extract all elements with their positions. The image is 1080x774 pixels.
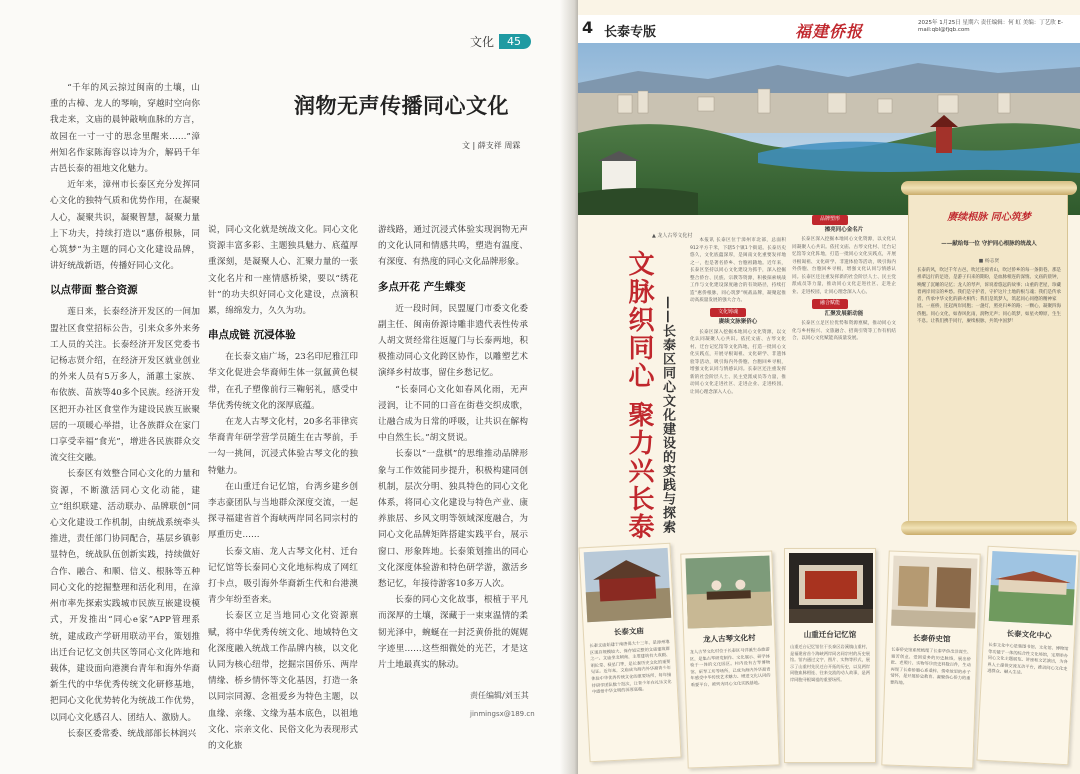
landmark-card xyxy=(976,546,1079,766)
page-number-badge: 45 xyxy=(499,34,531,49)
subsection-tag: 品牌塑形 xyxy=(812,215,848,225)
paragraph: 在山重迁台记忆馆，台湾乡建乡创李志豪团队与当地群众深度交流，一起探寻福建省首个海峡两岸同名同宗村的厚重历史…… xyxy=(208,481,358,541)
card-title: 山重迁台记忆馆 xyxy=(803,630,857,639)
section-label: 文化 xyxy=(470,35,495,49)
card-text: 长泰文庙始建于南唐保大十三年，是漳州地区现存规模较大、保存较完整的文庙建筑群之一。文庙坐北朝南，主要建筑有大成殿、明伦堂、棂星门等，是长泰历史文化的重要见证。近年来，文庙成为海内外华裔青少年体验中华优秀传统文化的重要场所，每年接待研学团队数十批次，让青少年在礼乐文化中感悟中华文明的深厚底蕴。 xyxy=(589,638,672,695)
text-column-3 xyxy=(378,222,528,671)
landmark-card xyxy=(680,550,779,768)
scroll-roller-top xyxy=(901,181,1077,195)
section-heading: 以点带面 整合资源 xyxy=(50,284,138,297)
photo-caption: ▲ 龙人古琴文化村 xyxy=(652,233,693,239)
card-text: 长泰侨史馆系统梳理了长泰华侨出洋谋生、艰苦创业、爱国爱乡的历史脉络，展出侨批、老照片、实物等珍贵史料数百件，生动再现了长泰侨胞心系桑梓、情牵故里的赤子情怀，是开展侨史教育、凝聚侨心侨力的重要阵地。 xyxy=(890,646,972,686)
page-number: 4 xyxy=(582,18,594,37)
feature-text-column-1 xyxy=(690,237,786,523)
paragraph: 莲日来，长泰经济开发区的一间加盟社区食堂招标公告，引来众多外来务工人员的关注。长泰经济开发区党委书记杨志贤介绍，在经济开发区就业创业的外来人员有5万多人，涌蕙土家族、布依族、苗族等40多个民族。经济开发区把开办社区食堂作为建设民族互嵌聚居的一项暖心举措，让各族群众在家门口享受幸福“食光”，增进各民族群众交流交往交融。 xyxy=(50,307,200,464)
paragraph: “千年的风云掠过闽南的土壤，山重的古樟、龙人的琴响，穿越时空向你我走来，文庙的晨钟敲响血脉的方言，故园在一寸一寸的思念里醒来……”漳州知名作家陈海容以诗为介，解码千年古邑长泰的祖地文化魅力。 xyxy=(50,83,200,175)
card-text: 长泰文化中心是集图书馆、文化馆、博物馆等功能于一体的综合性文化场馆，定期举办同心文化主题展览、讲座和文艺演出，为各界人士提供交流互动平台，推动同心文化走进群众、融入生活。 xyxy=(987,641,1069,676)
text-column-1 xyxy=(50,80,200,740)
paragraph: 在长泰文庙广场，23名印尼雅江印华文化促进会华裔师生体一氛氲黄色棂带，在孔子塑像前行三鞠躬礼，感受中华优秀传统文化的深厚底蕴。 xyxy=(208,352,358,411)
subsection-tag: 文化铸魂 xyxy=(710,308,746,318)
paragraph: 长泰区有效整合同心文化的力量和资源，不断激活同心文化动能，建立“组织联建、活动联办、品牌联创”同心文化建设工作机制，由统战系统牵头推进，责任部门协同配合，基层乡镇彰显特色，统战队伍创新实践，持续做好合作、融合、和顺、信义、根脉等五种同心文化的挖掘整理和活化利用，在漳州市率先探索实践城市民族互嵌建设模式，开发推出“同心e家”APP管理系统，建成政产学研用联动平台，策划推出迁台记忆文创共区等同心文化阵地和载体，建设面向港澳台青年和海外华裔新生代的中华优秀传统文化研修基地，把同心文化优势转化为统战工作优势，以同心文化感召人、团结人、激励人。 xyxy=(50,469,200,723)
right-page xyxy=(578,0,1080,774)
paragraph: 长泰区立足区位优势和资源禀赋，推动同心文化与乡村振兴、文旅融合、招商引资等工作有机结合，以同心文化赋能高质量发展。 xyxy=(792,321,896,341)
article-title: 润物无声传播同心文化 xyxy=(294,94,509,118)
feature-subtitle: ——长泰区同心文化建设的实践与探索 xyxy=(660,296,675,534)
paragraph: 长泰区深入挖掘本地同心文化资源，以文化认同凝聚人心共识。依托文庙、古琴文化村、迁台记忆馆等文化阵地，打造一批同心文化实践点，开展寻根谒祖、文化研学、非遗体验等活动，吸引海内外侨胞、台胞回乡寻根，增强文化认同与情感认同。长泰区还注重发挥新的社会阶层人士、民主党派成员等力量，推动同心文化走进社区、走进企业、走进校园，让同心理念深入人心。 xyxy=(792,237,896,295)
landmark-photo xyxy=(989,551,1077,625)
paragraph: 游线路，通过沉浸式体验实现润物无声的文化认同和情感共鸣，塑造有温度、有深度、有热度的同心文化品牌形象。 xyxy=(378,225,528,268)
landmark-photo xyxy=(891,556,977,629)
poem-scroll xyxy=(908,190,1068,526)
subsection-title: 擦亮同心金名片 xyxy=(824,226,864,233)
paragraph: 长泰区立足当地同心文化资源禀赋，将中华优秀传统文化、地域特色文化深度融入统战工作品牌内核，以文化认同为核心纽带，挖掘宗国侨乐、两岸情缘、桥乡情怀等文化基因，打造一条以同宗同源、念祖爱乡为特色主题，以血缘、亲缘、文缘为基本底色，以祖地文化、宗亲文化、民俗文化为表现形式的文化旅 xyxy=(208,611,358,752)
editor-email: jinmingsx@189.cn xyxy=(470,710,535,718)
card-text: 山重迁台记忆馆位于长泰区岩溪镇山重村，是福建省首个海峡两岸同名同宗村的历史展馆。馆内通过文字、图片、实物等形式，展示了山重村先民迁台开拓的历史，以及两岸同胞血脉相连、往来交流的动人故事，是两岸同胞寻根谒祖的重要场所。 xyxy=(790,644,870,682)
feature-text-column-2 xyxy=(792,212,896,522)
landmark-card xyxy=(784,548,876,763)
section-label: 长泰专版 xyxy=(604,25,657,40)
section-heading: 串点成链 沉浸体验 xyxy=(208,329,296,342)
landmark-photo xyxy=(584,548,672,622)
card-title: 长泰文化中心 xyxy=(1006,628,1052,641)
paragraph: 在龙人古琴文化村，20多名菲律宾华裔青年研学营学员随生在古琴前，手一勾一挑间，沉浸式体验古琴文化的独特魅力。 xyxy=(208,417,358,476)
poem-author: ■ 杨志贤 xyxy=(978,259,1000,264)
byline: 文 | 薛支祥 周霖 xyxy=(462,141,521,150)
landmark-card xyxy=(881,550,980,768)
paragraph: 长泰区深入挖掘本地同心文化资源，以文化认同凝聚人心共识。依托文庙、古琴文化村、迁台记忆馆等文化阵地，打造一批同心文化实践点，开展寻根谒祖、文化研学、非遗体验等活动，吸引海内外侨胞、台胞回乡寻根，增强文化认同与情感认同。长泰区还注重发挥新的社会阶层人士、民主党派成员等力量，推动同心文化走进社区、走进企业、走进校园，让同心理念深入人心。 xyxy=(690,329,786,395)
page-header xyxy=(470,33,531,50)
card-text: 龙人古琴文化村位于长泰区马洋溪生态旅游区，是集古琴研发制作、文化展示、研学体验于一体的文化园区。村内设有古琴博物馆、斫琴工坊等场所，已成为海内外华裔青年感受中华传统艺术魅力、增进文化认同的重要平台，被列为同心文化实践基地。 xyxy=(689,646,771,688)
scroll-roller-bottom xyxy=(901,521,1077,535)
paragraph: 长泰文庙、龙人古琴文化村、迁台记忆馆等长泰同心文化地标构成了网红打卡点，吸引海外华裔新生代和台港澳青少年纷至沓来。 xyxy=(208,546,358,606)
card-title: 长泰侨史馆 xyxy=(912,633,951,644)
landmark-photo xyxy=(685,556,771,629)
paragraph: 近年来，漳州市长泰区充分发挥同心文化的独特气质和优势作用，在凝聚人心，凝聚共识，凝聚智慧，凝聚力量上下功夫，持续打造以“惠侨根脉，同心筑梦”为主题的同心文化建设品牌，讲好统战新语，传播好同心文化。 xyxy=(50,180,200,272)
page-spine xyxy=(560,0,578,774)
paragraph: 长泰的同心文化故事，根植于平凡而深厚的土壤，深藏于一束束温情的柔韧光泽中，蜿蜒在一封泛黄侨批的娓娓字迹里……这些细微处的光芒，才是这片土地最真实的脉动。 xyxy=(378,595,528,671)
subsection-title: 汇聚发展新动能 xyxy=(824,310,864,317)
poem-body: 长泰的风，吹过千年古邑，吹过连绵青山，吹过侨乡的每一条街巷。那是祖辈远行的足迹，是游子归来的期盼，是血脉相连的深情。文庙的晨钟，唤醒了沉睡的记忆；龙人的琴声，诉说着悠远的故事；山重的老屋，珍藏着两岸同宗的乡愁。我们是守护者，守护这片土地的根与魂；我们是传承者，传承中华文化的薪火相传；我们是筑梦人，筑起同心同德的精神家园。一座桥，连起两岸同胞；一盏灯，照亮归乡的路；一颗心，凝聚四海侨胞。同心文化，如春风化雨，润物无声；同心筑梦，如星火燎原，生生不息。让我们携手同行，赓续根脉，共筑中国梦！ xyxy=(917,268,1061,325)
card-title: 长泰文庙 xyxy=(613,626,645,637)
poem-subtitle: ——献给每一位 守护同心根脉的统战人 xyxy=(941,241,1037,247)
poem-title: 赓续根脉 同心筑梦 xyxy=(947,212,1031,223)
subsection-tag: 融合赋能 xyxy=(812,299,848,309)
subsection-title: 赓续文脉聚侨心 xyxy=(718,319,758,325)
newspaper-masthead: 福建侨报 xyxy=(795,22,864,41)
editor-credit: 责任编辑/刘玉其 xyxy=(470,691,529,700)
paragraph: 本报讯 长泰区位于漳州市北部，总面积912平方千米，下辖5个镇1个街道。长泰历史悠久，文化底蕴深厚，是闽南文化重要发祥地之一，也是著名侨乡、台胞祖籍地。近年来，长泰区坚持以同心文化建设为抓手，深入挖掘整合侨台、民族、宗教等资源，积极探索统战工作与文化建设深度融合的有效路径，持续打造“惠侨根脉，同心筑梦”统战品牌，凝聚起推动高质量发展的强大合力。 xyxy=(690,238,786,303)
paragraph: 长泰以“一盘棋”的思维推动品牌形象与工作效能同步提升，积极构建同创机制，层次分明、独具特色的同心文化体系，将同心文化建设与特色产业、康养旅居、乡风文明等领域深度融合，为同心文化品牌矩阵搭建实践平台，展示窗口、形象阵地。长泰策划推出的同心文化深度体验游和特色研学游，激活乡愁记忆，年接待游客10多万人次。 xyxy=(378,449,528,590)
text-column-2 xyxy=(208,222,358,752)
section-heading: 多点开花 产生蝶变 xyxy=(378,280,466,293)
landmark-photo xyxy=(789,553,873,623)
paragraph: “长泰同心文化如春风化雨，无声浸润，让不同的口音在街巷交织成歌，让融合成为日常的呼吸，让共识在解构中自然生长。”胡文贤说。 xyxy=(378,384,528,444)
paragraph: 说，同心文化就是统战文化。同心文化资源丰富多彩、主题独具魅力、底蕴厚重深刻，是凝聚人心、汇聚力量的一张文化名片和一座情感桥梁，要以“绣花针”的功夫织好同心文化建设，点滴积累，绵绵发力，久久为功。 xyxy=(208,225,358,317)
paragraph: 长泰区委常委、统战部部长林润兴 xyxy=(67,728,197,739)
feature-title: 文脉织同心 聚力兴长泰 xyxy=(624,250,654,542)
landmark-card xyxy=(578,543,681,763)
paragraph: 近一段时间，民盟厦门市委文化委副主任、闽南侨源诗雕非遗代表性传承人胡文贤经常往返厦门与长泰两地，积极推动同心文化跨区协作，以雕塑艺术演绎乡村故事，留住乡愁记忆。 xyxy=(378,303,528,379)
card-title: 龙人古琴文化村 xyxy=(702,633,756,644)
date-line: 2025年 1月25日 星期六 责任编辑：何 虹 美编：丁艺欣 E-mail:qbl@fjqb.com xyxy=(918,20,1063,33)
